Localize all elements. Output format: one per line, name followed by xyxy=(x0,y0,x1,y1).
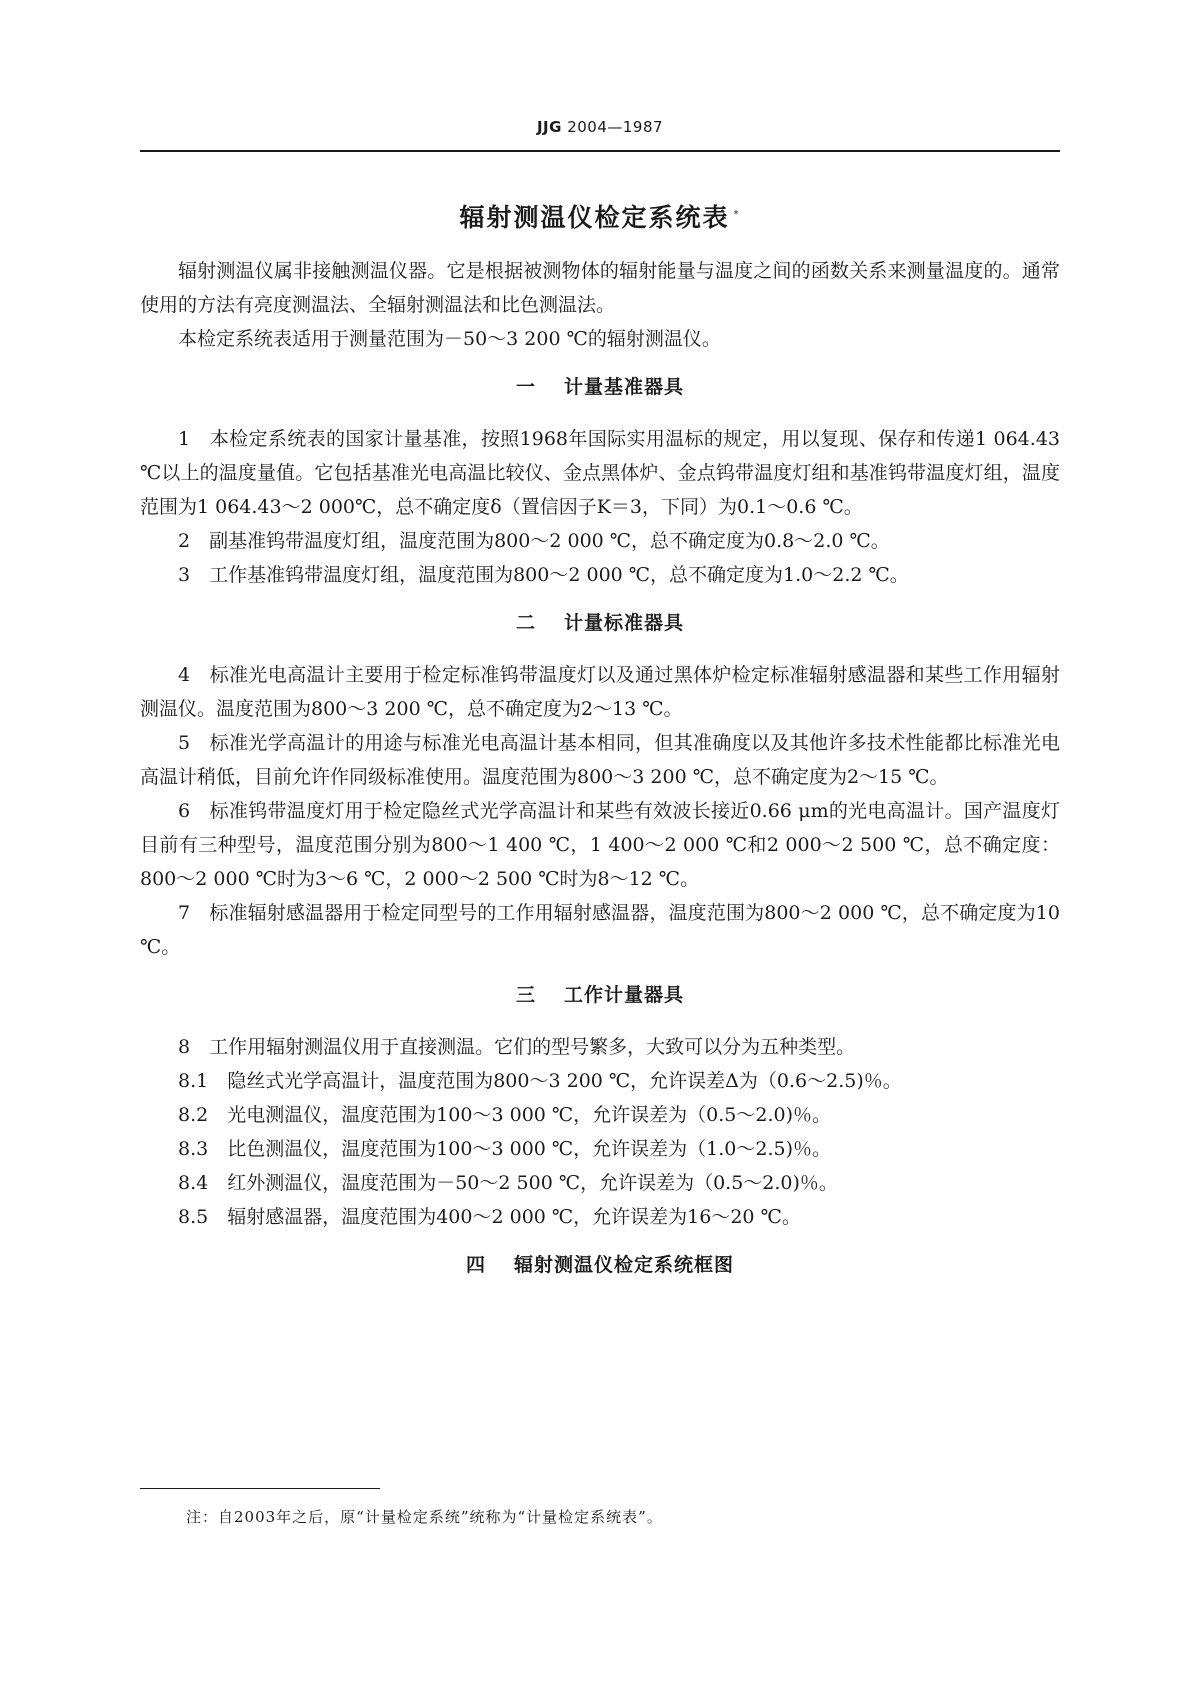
intro-paragraph: 本检定系统表适用于测量范围为－50～3 200 ℃的辐射测温仪。 xyxy=(178,328,721,350)
footnote: 注：自2003年之后，原“计量检定系统”统称为“计量检定系统表”。 xyxy=(186,1508,663,1526)
document-title-text: 辐射测温仪检定系统表 xyxy=(459,203,730,232)
clause-paragraph: 2 副基准钨带温度灯组，温度范围为800～2 000 ℃，总不确定度为0.8～2.0 ℃。 xyxy=(178,530,890,552)
clause-paragraph: 5 标准光学高温计的用途与标准光电高温计基本相同，但其准确度以及其他许多技术性能都比标准光电高温计稍低，目前允许作同级标准使用。温度范围为800～3 200 ℃，总不确定度为2～15 ℃。 xyxy=(140,732,1060,788)
intro-paragraph: 辐射测温仪属非接触测温仪器。它是根据被测物体的辐射能量与温度之间的函数关系来测量温度的。通常使用的方法有亮度测温法、全辐射测温法和比色测温法。 xyxy=(140,260,1060,316)
section-heading-1 xyxy=(140,370,1060,404)
document-title xyxy=(140,198,1060,234)
section-title: 工作计量器具 xyxy=(564,984,685,1006)
section-title: 计量基准器具 xyxy=(564,376,685,398)
clause-paragraph: 8.5 辐射感温器，温度范围为400～2 000 ℃，允许误差为16～20 ℃。 xyxy=(178,1206,801,1228)
title-footnote-mark: * xyxy=(733,208,741,220)
document-body xyxy=(140,254,1060,1300)
section-heading-4 xyxy=(140,1248,1060,1282)
document-code-number: 2004—1987 xyxy=(567,118,664,136)
clause-paragraph: 8.3 比色测温仪，温度范围为100～3 000 ℃，允许误差为（1.0～2.5)％。 xyxy=(178,1138,832,1160)
clause-paragraph: 8.1 隐丝式光学高温计，温度范围为800～3 200 ℃，允许误差Δ为（0.6～2.5)％。 xyxy=(178,1070,902,1092)
clause-paragraph: 7 标准辐射感温器用于检定同型号的工作用辐射感温器，温度范围为800～2 000 ℃，总不确定度为10 ℃。 xyxy=(140,902,1060,958)
section-number: 一 xyxy=(515,376,536,398)
section-number: 三 xyxy=(515,984,536,1006)
section-number: 二 xyxy=(515,612,536,634)
section-number: 四 xyxy=(465,1254,486,1276)
footnote-divider xyxy=(140,1488,380,1489)
clause-paragraph: 4 标准光电高温计主要用于检定标准钨带温度灯以及通过黑体炉检定标准辐射感温器和某些工作用辐射测温仪。温度范围为800～3 200 ℃，总不确定度为2～13 ℃。 xyxy=(140,664,1060,720)
document-code-prefix: JJG xyxy=(536,118,562,136)
clause-paragraph: 3 工作基准钨带温度灯组，温度范围为800～2 000 ℃，总不确定度为1.0～2.2 ℃。 xyxy=(178,564,909,586)
clause-paragraph: 8.4 红外测温仪，温度范围为－50～2 500 ℃，允许误差为（0.5～2.0)％。 xyxy=(178,1172,838,1194)
section-heading-3 xyxy=(140,978,1060,1012)
page-header xyxy=(140,112,1060,152)
document-code xyxy=(537,118,663,136)
clause-paragraph: 8.2 光电测温仪，温度范围为100～3 000 ℃，允许误差为（0.5～2.0)％。 xyxy=(178,1104,832,1126)
clause-paragraph: 1 本检定系统表的国家计量基准，按照1968年国际实用温标的规定，用以复现、保存和传递1 064.43 ℃以上的温度量值。它包括基准光电高温比较仪、金点黑体炉、金点钨带温度灯组和基准钨带温度灯组，温度范围为1 064.43～2 000℃，总不确定度δ（置信因子K＝3，下同）为0.1～0.6 ℃。 xyxy=(140,428,1060,518)
section-heading-2 xyxy=(140,606,1060,640)
section-title: 辐射测温仪检定系统框图 xyxy=(514,1254,735,1276)
clause-paragraph: 8 工作用辐射测温仪用于直接测温。它们的型号繁多，大致可以分为五种类型。 xyxy=(178,1036,856,1058)
clause-paragraph: 6 标准钨带温度灯用于检定隐丝式光学高温计和某些有效波长接近0.66 μm的光电高温计。国产温度灯目前有三种型号，温度范围分别为800～1 400 ℃，1 400～2 000 ℃和2 000～2 500 ℃，总不确定度：800～2 000 ℃时为3～6 ℃，2 000～2 500 ℃时为8～12 ℃。 xyxy=(140,800,1060,890)
section-title: 计量标准器具 xyxy=(564,612,685,634)
